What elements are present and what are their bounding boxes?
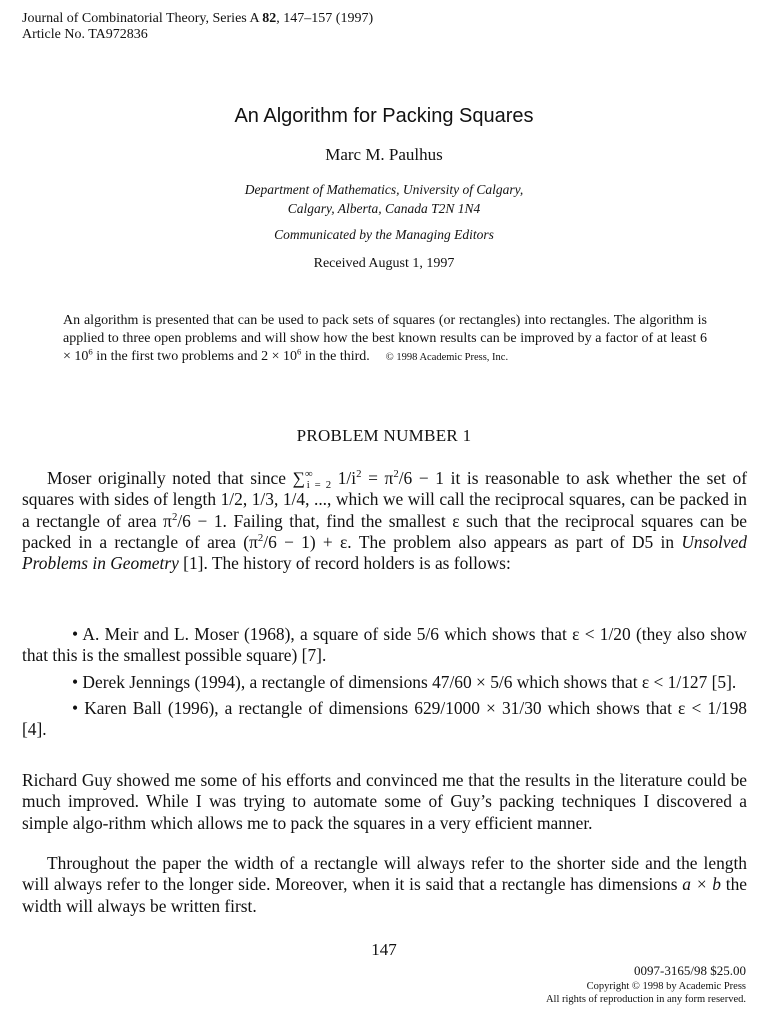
p1-square-4: 2 xyxy=(257,532,264,545)
p1-text-a: Moser originally noted that since ∑ xyxy=(47,468,306,488)
rights-line: All rights of reproduction in any form reserved. xyxy=(545,993,746,1005)
abstract xyxy=(63,312,707,368)
p1-text-b: 1/i xyxy=(331,468,357,488)
p1-text-g: [1]. The history of record holders is as follows: xyxy=(178,553,511,574)
author-name: Marc M. Paulhus xyxy=(325,145,443,164)
paragraph-3 xyxy=(22,853,747,917)
record-holders-list xyxy=(22,624,747,745)
p1-square-2: 2 xyxy=(393,468,399,481)
sum-lower-limit: i = 2 xyxy=(306,479,332,492)
affiliation-line-1: Department of Mathematics, University of Calgary, xyxy=(244,182,524,197)
affiliation xyxy=(0,180,768,218)
p3-text-b: the width will always be written first. xyxy=(22,874,748,916)
p1-square-3: 2 xyxy=(171,510,178,523)
sum-upper-limit: ∞ xyxy=(305,468,313,481)
abstract-copyright: © 1998 Academic Press, Inc. xyxy=(385,352,509,364)
journal-name: Journal of Combinatorial Theory, Series A xyxy=(22,11,259,26)
list-item: • Karen Ball (1996), a rectangle of dimensions 629/1000 × 31/30 which shows that ε < 1/198 [4]. xyxy=(22,697,747,740)
list-item: • A. Meir and L. Moser (1968), a square of side 5/6 which shows that ε < 1/20 (they also show that this is the smallest possible square) [7]. xyxy=(22,624,747,666)
page-number: 147 xyxy=(371,940,397,959)
article-price: 0097-3165/98 $25.00 xyxy=(634,963,746,978)
book-title: Unsolved Problems in Geometry xyxy=(22,531,747,574)
p1-text-f: /6 − 1) + ε. The problem also appears as part of D5 in xyxy=(263,531,682,552)
paragraph-1 xyxy=(22,468,747,574)
paper-title: An Algorithm for Packing Squares xyxy=(234,105,534,127)
p1-text-d: /6 − 1 it is reasonable to ask whether the set of squares with sides of length 1/2, 1/3, 1/4, ..., which we will call the reciprocal squares, can be packed in a rectangle of area π xyxy=(22,468,747,531)
article-number: Article No. TA972836 xyxy=(22,27,148,42)
journal-pages-year: , 147–157 (1997) xyxy=(276,11,374,26)
p3-variable: a × b xyxy=(682,874,721,895)
p1-text-c: = π xyxy=(361,468,394,488)
abstract-text-c: in the third. xyxy=(301,349,370,365)
abstract-text-b: in the first two problems and 2 × 10 xyxy=(92,349,298,365)
abstract-text-a: An algorithm is presented that can be used to pack sets of squares (or rectangles) into rectangles. The algorithm is applied to three open problems and will show how the best known results can be improved by a factor of at least 6 × 10 xyxy=(63,313,707,365)
p1-text-e: /6 − 1. Failing that, find the smallest ε such that the reciprocal squares can be packed in a rectangle of area (π xyxy=(22,510,748,552)
communicated-by: Communicated by the Managing Editors xyxy=(274,227,494,242)
list-item: • Derek Jennings (1994), a rectangle of dimensions 47/60 × 5/6 which shows that ε < 1/127 [5]. xyxy=(72,671,737,692)
section-heading: PROBLEM NUMBER 1 xyxy=(296,426,472,445)
journal-volume: 82 xyxy=(262,11,277,26)
journal-header xyxy=(22,11,373,43)
p3-text-a: Throughout the paper the width of a rectangle will always refer to the shorter side and the length will always refer to the longer side. Moreover, when it is said that a rectangle has dimensions xyxy=(22,853,747,895)
affiliation-line-2: Calgary, Alberta, Canada T2N 1N4 xyxy=(287,201,481,216)
footer-copyright xyxy=(546,981,746,1006)
journal-citation xyxy=(22,11,373,27)
p1-square-1: 2 xyxy=(356,468,362,481)
received-date: Received August 1, 1997 xyxy=(313,256,455,271)
copyright-line: Copyright © 1998 by Academic Press xyxy=(586,981,746,992)
abstract-exponent-b: 6 xyxy=(297,346,302,357)
abstract-exponent-a: 6 xyxy=(88,346,93,357)
paragraph-2: Richard Guy showed me some of his efforts and convinced me that the results in the literature could be much improved. While I was trying to automate some of Guy’s packing techniques I discovered a simple algo-rithm which allows me to pack the squares in a very efficient manner. xyxy=(22,770,747,833)
